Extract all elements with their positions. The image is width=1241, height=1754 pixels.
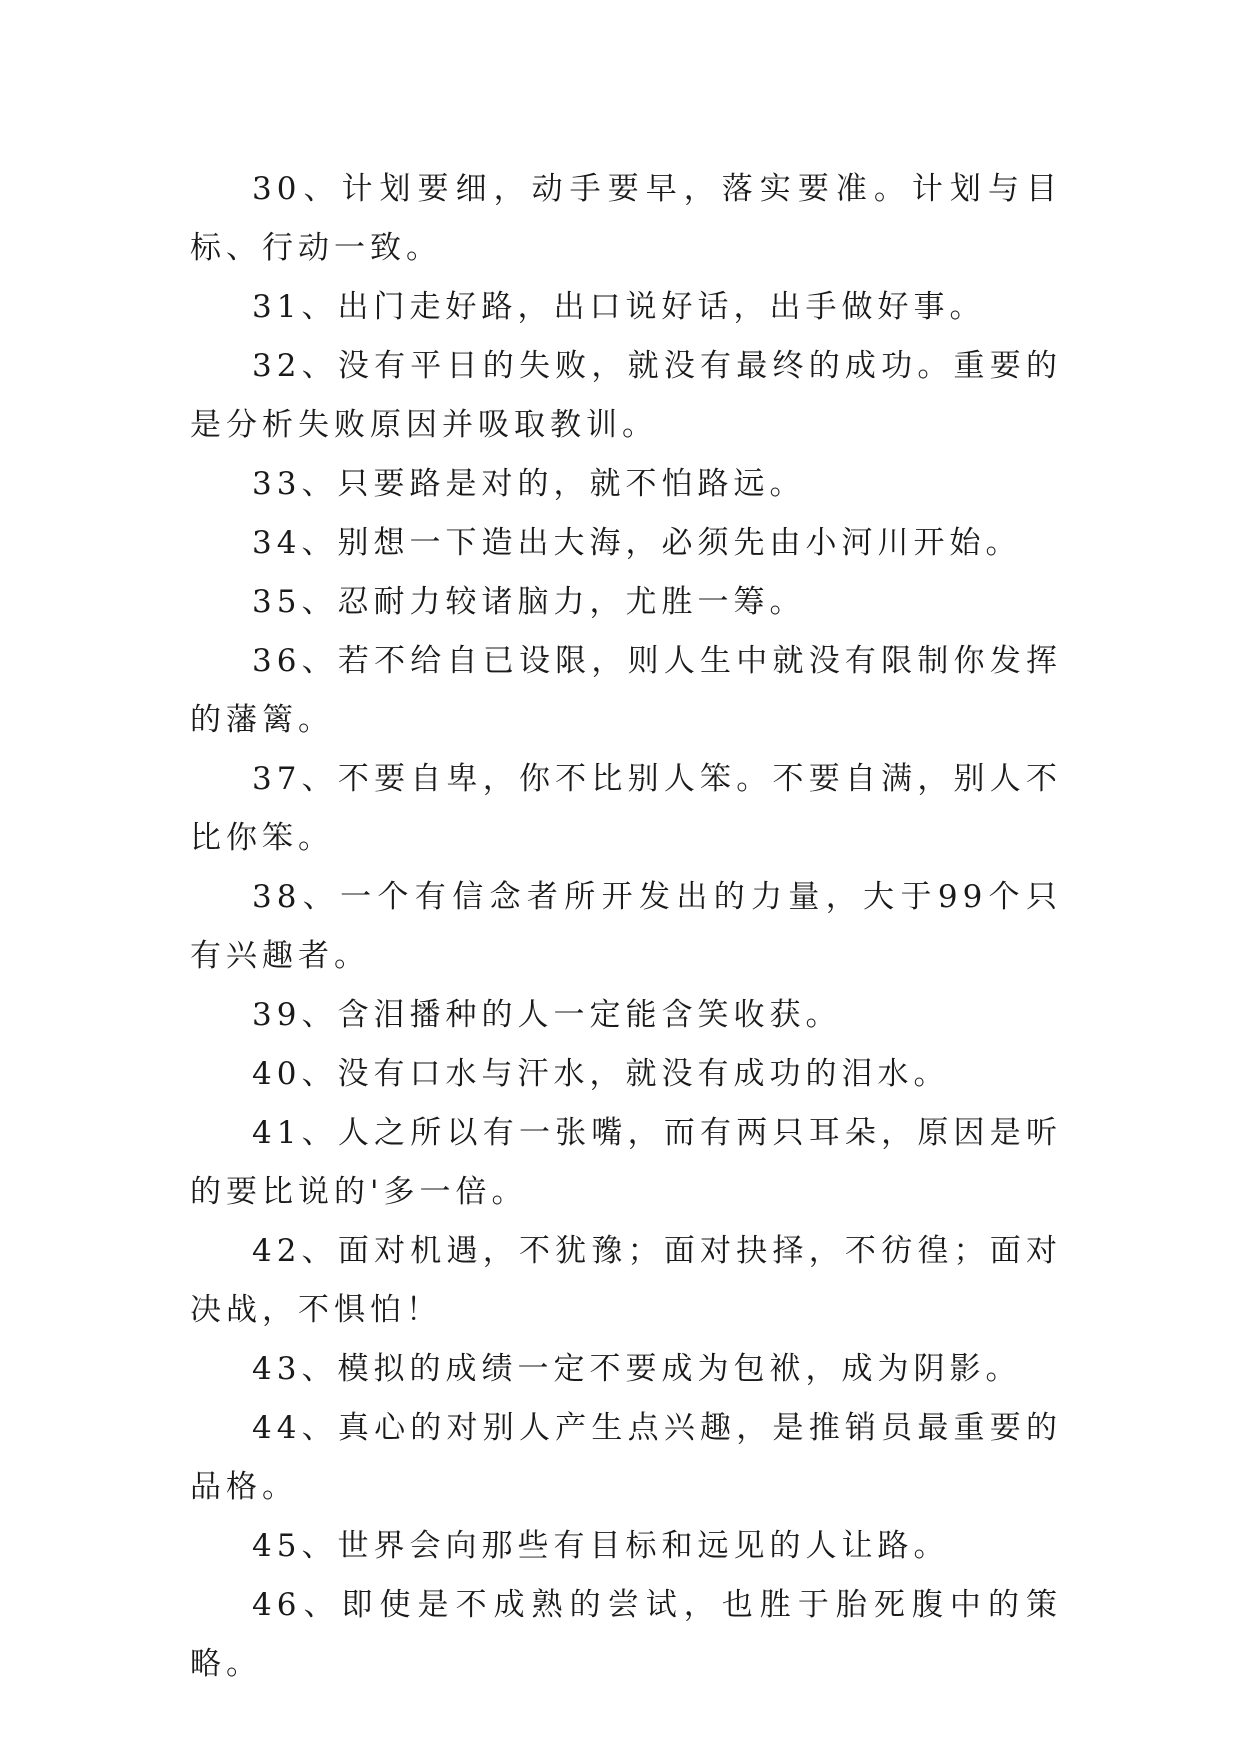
document-body (190, 160, 1062, 1694)
paragraph-40: 40、没有口水与汗水，就没有成功的泪水。 (252, 1056, 950, 1092)
paragraph-45: 45、世界会向那些有目标和远见的人让路。 (252, 1528, 950, 1564)
paragraph-46: 46、即使是不成熟的尝试，也胜于胎死腹中的策略。 (190, 1587, 1062, 1682)
paragraph-39: 39、含泪播种的人一定能含笑收获。 (252, 997, 842, 1033)
paragraph-43: 43、模拟的成绩一定不要成为包袱，成为阴影。 (252, 1351, 1022, 1387)
paragraph-41: 41、人之所以有一张嘴，而有两只耳朵，原因是听的要比说的'多一倍。 (190, 1115, 1062, 1210)
paragraph-33: 33、只要路是对的，就不怕路远。 (252, 466, 806, 502)
paragraph-34: 34、别想一下造出大海，必须先由小河川开始。 (252, 525, 1022, 561)
paragraph-38: 38、一个有信念者所开发出的力量，大于99个只有兴趣者。 (190, 879, 1062, 974)
paragraph-35: 35、忍耐力较诸脑力，尤胜一筹。 (252, 584, 806, 620)
paragraph-36: 36、若不给自已设限，则人生中就没有限制你发挥的藩篱。 (190, 643, 1062, 738)
paragraph-31: 31、出门走好路，出口说好话，出手做好事。 (252, 289, 986, 325)
paragraph-37: 37、不要自卑，你不比别人笨。不要自满，别人不比你笨。 (190, 761, 1062, 856)
paragraph-44: 44、真心的对别人产生点兴趣，是推销员最重要的品格。 (190, 1410, 1062, 1505)
paragraph-30: 30、计划要细，动手要早，落实要准。计划与目标、行动一致。 (190, 171, 1062, 266)
paragraph-42: 42、面对机遇，不犹豫；面对抉择，不彷徨；面对决战，不惧怕！ (190, 1233, 1062, 1328)
paragraph-32: 32、没有平日的失败，就没有最终的成功。重要的是分析失败原因并吸取教训。 (190, 348, 1062, 443)
